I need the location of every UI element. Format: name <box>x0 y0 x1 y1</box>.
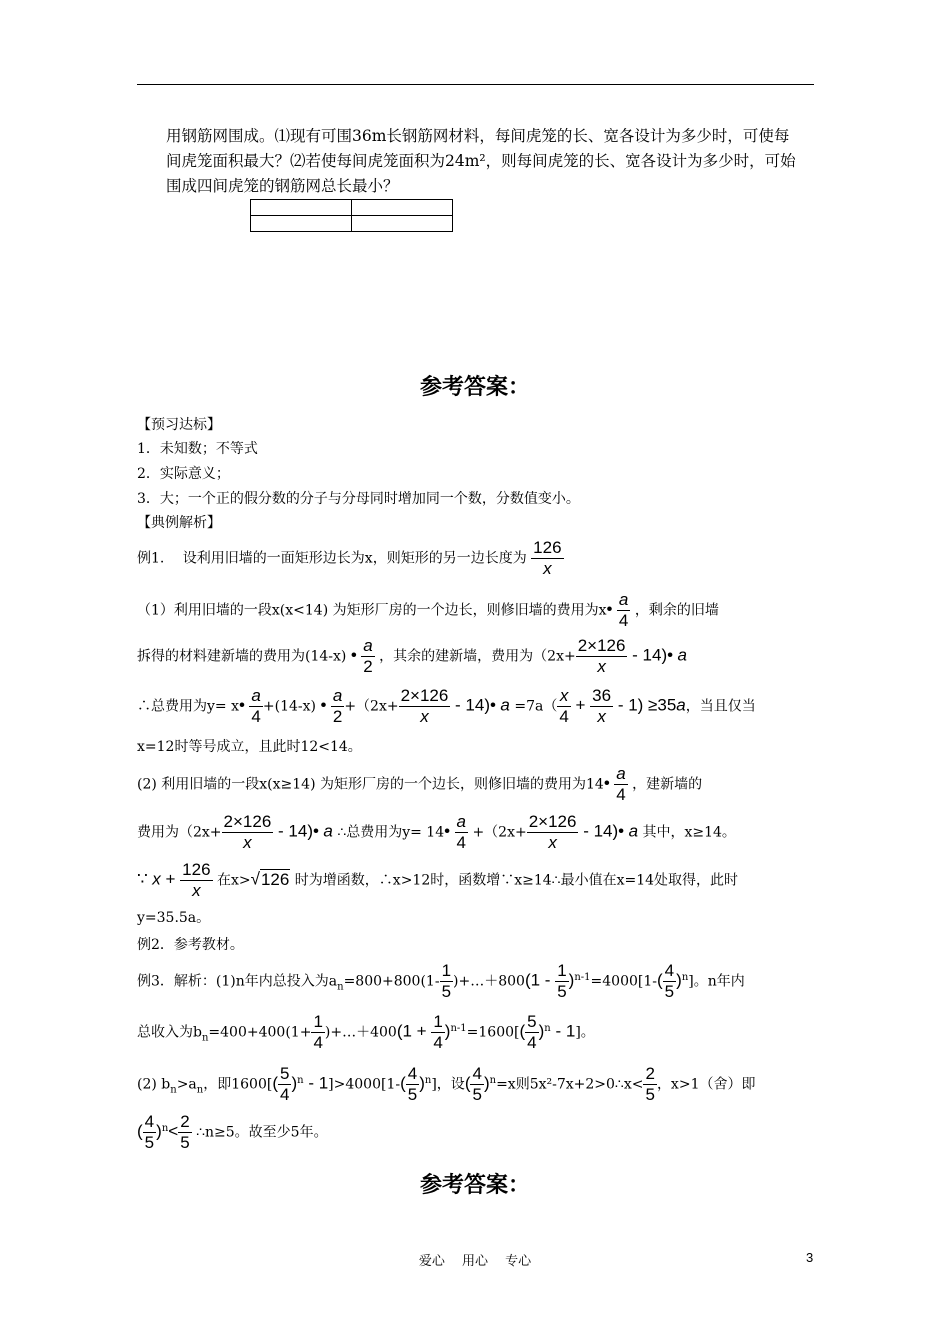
ex1-line8: y=35.5a。 <box>137 910 211 926</box>
ex3-line3: (2) $b_n>a_n$，即1600[( $\frac{5}{4}$ )$^n$ - 1]>4000[1-( $\frac{4}{5}$ )$^n$]，设( $\frac{4}{5}$ )$^n$=x则5x²-7x+2>0∴x< $\frac{2}{5}$ ，x>1（舍）即 <box>137 1064 756 1104</box>
ex1-line7: ∵ x + $\frac{126}{x}$ 在x>√126 时为增函数，∴x>12时，函数增∵x≥14∴最小值在x=14处取得，此时 <box>137 860 739 900</box>
ex1-line1: （1）利用旧墙的一段x(x<14) 为矩形厂房的一个边长，则修旧墙的费用为x• $\frac{a}{4}$ ，剩余的旧墙 <box>137 590 719 630</box>
ex1-intro: 例1. 设利用旧墙的一面矩形边长为x，则矩形的另一边长度为 $\frac{126}{x}$ <box>137 538 562 578</box>
header-rule <box>137 84 814 85</box>
preview-item-3: 3．大；一个正的假分数的分子与分母同时增加同一个数，分数值变小。 <box>137 491 580 507</box>
section-preview-title: 【预习达标】 <box>137 417 221 433</box>
ex1-line5: (2) 利用旧墙的一段x(x≥14) 为矩形厂房的一个边长，则修旧墙的费用为14• $\frac{a}{4}$ ，建新墙的 <box>137 764 703 804</box>
section-example-title: 【典例解析】 <box>137 515 221 531</box>
problem-line-3: 围成四间虎笼的钢筋网总长最小？ <box>166 177 399 195</box>
ex1-line6: 费用为（2x+ $\frac{2\times 126}{x}$ - 14)• a ∴总费用为y= 14• $\frac{a}{4}$ +（2x+ $\frac{2\times 126}{x}$ - 14)• a 其中，x≥14。 <box>137 812 736 852</box>
ex3-line2: 总收入为$b_n=400+400(1+$ $\frac{1}{4}$ )+…＋400(1 + $\frac{1}{4}$ )$^{n-1}$=1600[( $\frac{5}{4}$ )$^n$ - 1]。 <box>137 1012 595 1052</box>
preview-item-2: 2．实际意义； <box>137 466 230 482</box>
problem-text <box>166 124 816 199</box>
page-number: 3 <box>806 1250 814 1265</box>
ex3-line4: ( $\frac{4}{5}$ )$^n$< $\frac{2}{5}$ ∴n≥5。故至少5年。 <box>137 1112 328 1152</box>
ex1-line2: 拆得的材料建新墙的费用为(14-x) • $\frac{a}{2}$ ，其余的建新墙，费用为（2x+ $\frac{2\times 126}{x}$ - 14)• a <box>137 636 688 676</box>
ex3-line1: 例3．解析：(1)n年内总投入为$a_n=800+800(1-$ $\frac{1}{5}$ )+…＋800(1 - $\frac{1}{5}$ )$^{n-1}$=4000[1-( $\frac{4}{5}$ )$^n$]。n年内 <box>137 961 745 1001</box>
footer-slogan: 爱心 用心 专心 <box>418 1254 532 1269</box>
answer-heading: 参考答案： <box>419 375 530 400</box>
answer-heading-2: 参考答案： <box>419 1173 530 1198</box>
preview-item-1: 1．未知数；不等式 <box>137 441 258 457</box>
problem-line-2: 间虎笼面积最大？⑵若使每间虎笼面积为24m²，则每间虎笼的长、宽各设计为多少时，可始 <box>166 152 796 170</box>
ex1-line4: x=12时等号成立，且此时12<14。 <box>137 739 362 755</box>
cage-diagram-table <box>250 199 453 232</box>
ex2-line: 例2．参考教材。 <box>137 937 244 953</box>
ex1-line3: ∴总费用为y= x• $\frac{a}{4}$ +(14-x) • $\frac{a}{2}$ +（2x+ $\frac{2\times 126}{x}$ - 14)• a =7a（ $\frac{x}{4}$ + $\frac{36}{x}$ - 1) ≥35a，当且仅当 <box>137 686 756 726</box>
problem-line-1: 用钢筋网围成。⑴现有可围36m长钢筋网材料，每间虎笼的长、宽各设计为多少时，可使每 <box>166 127 790 145</box>
